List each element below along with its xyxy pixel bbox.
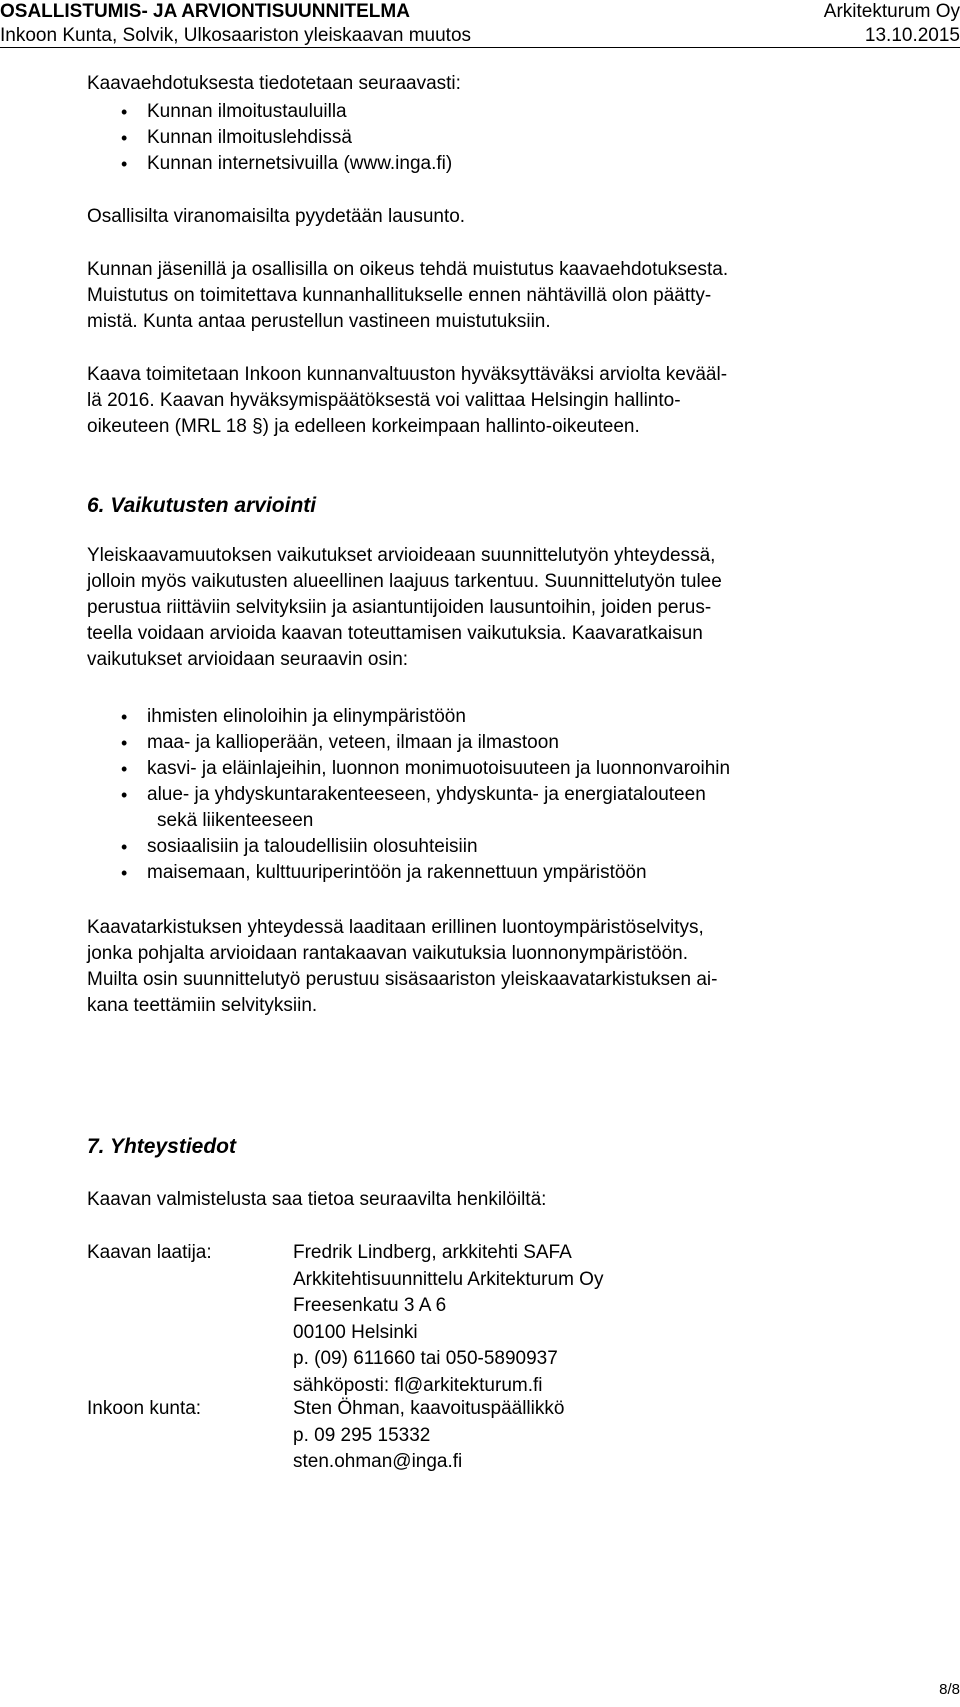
contact-line: Freesenkatu 3 A 6 xyxy=(293,1295,447,1316)
contact-line: Sten Öhman, kaavoituspäällikkö xyxy=(293,1398,565,1419)
list-item: • maa- ja kallioperään, veteen, ilmaan ja ilmastoon xyxy=(87,730,730,756)
list-item: • kasvi- ja eläinlajeihin, luonnon monimuotoisuuteen ja luonnonvaroihin xyxy=(87,756,730,782)
section-6-paragraph-2 xyxy=(87,915,717,1019)
header-row-1 xyxy=(0,0,960,24)
text-line: mistä. Kunta antaa perustellun vastineen muistutuksiin. xyxy=(87,311,551,332)
text-line: oikeuteen (MRL 18 §) ja edelleen korkeimpaan hallinto-oikeuteen. xyxy=(87,416,640,437)
text-line: kana teettämiin selvityksiin. xyxy=(87,995,318,1016)
contact-1-label: Kaavan laatija: xyxy=(87,1242,212,1263)
contact-line: sähköposti: fl@arkitekturum.fi xyxy=(293,1374,543,1396)
list-item: • Kunnan ilmoitustauluilla xyxy=(87,99,452,125)
page-number: 8/8 xyxy=(939,1681,960,1698)
header-row-2 xyxy=(0,24,960,48)
document-title: OSALLISTUMIS- JA ARVIONTISUUNNITELMA xyxy=(0,1,410,22)
contact-line: 00100 Helsinki xyxy=(293,1321,418,1343)
company-name: Arkitekturum Oy xyxy=(823,1,960,22)
list-item: • maisemaan, kulttuuriperintöön ja rakennettuun ympäristöön xyxy=(87,860,730,886)
text-line: jolloin myös vaikutusten alueellinen laajuus tarkentuu. Suunnittelutyön tulee xyxy=(87,571,722,592)
section-7-heading: 7. Yhteystiedot xyxy=(87,1135,236,1158)
contact-1-details xyxy=(293,1240,603,1399)
project-name: Inkoon Kunta, Solvik, Ulkosaariston yleiskaavan muutos xyxy=(0,25,472,46)
list-item: • sosiaalisiin ja taloudellisiin olosuhteisiin xyxy=(87,834,730,860)
document-date: 13.10.2015 xyxy=(864,25,960,46)
notify-intro: Kaavaehdotuksesta tiedotetaan seuraavasti: xyxy=(87,73,461,94)
contact-line: sten.ohman@inga.fi xyxy=(293,1451,463,1472)
list-item: • Kunnan ilmoituslehdissä xyxy=(87,125,452,151)
header-divider xyxy=(0,47,960,48)
list-item-continuation: sekä liikenteeseen xyxy=(157,810,314,831)
text-line: Muistutus on toimitettava kunnanhallitukselle ennen nähtävillä olon päätty- xyxy=(87,285,712,306)
text-line: teella voidaan arvioida kaavan toteuttamisen vaikutuksia. Kaavaratkaisun xyxy=(87,623,703,644)
impact-list xyxy=(87,704,730,886)
section-6-paragraph xyxy=(87,543,722,673)
contact-line: p. (09) 611660 tai 050-5890937 xyxy=(293,1348,558,1369)
text-line: Yleiskaavamuutoksen vaikutukset arvioideaan suunnittelutyön yhteydessä, xyxy=(87,545,716,566)
list-item: • Kunnan internetsivuilla (www.inga.fi) xyxy=(87,151,452,177)
contact-2-label: Inkoon kunta: xyxy=(87,1398,202,1419)
text-line: jonka pohjalta arvioidaan rantakaavan vaikutuksia luonnonympäristöön. xyxy=(87,943,688,964)
objection-paragraph xyxy=(87,257,728,335)
list-item-text: alue- ja yhdyskuntarakenteeseen, yhdyskunta- ja energiatalouteen xyxy=(147,784,706,805)
authorities-paragraph: Osallisilta viranomaisilta pyydetään lausunto. xyxy=(87,206,466,227)
contact-2-details xyxy=(293,1396,564,1476)
notify-list xyxy=(87,99,452,177)
text-line: Muilta osin suunnittelutyö perustuu sisäsaariston yleiskaavatarkistuksen ai- xyxy=(87,969,718,990)
text-line: Kunnan jäsenillä ja osallisilla on oikeus tehdä muistutus kaavaehdotuksesta. xyxy=(87,259,729,280)
section-6-heading: 6. Vaikutusten arviointi xyxy=(87,494,317,517)
list-item xyxy=(87,782,730,834)
approval-paragraph xyxy=(87,362,727,440)
text-line: Kaavatarkistuksen yhteydessä laaditaan erillinen luontoympäristöselvitys, xyxy=(87,917,704,938)
text-line: perustua riittäviin selvityksiin ja asiantuntijoiden lausuntoihin, joiden perus- xyxy=(87,597,712,618)
text-line: Kaava toimitetaan Inkoon kunnanvaltuuston hyväksyttäväksi arviolta kevääl- xyxy=(87,364,728,385)
text-line: vaikutukset arvioidaan seuraavin osin: xyxy=(87,649,409,670)
list-item: • ihmisten elinoloihin ja elinympäristöön xyxy=(87,704,730,730)
text-line: lä 2016. Kaavan hyväksymispäätöksestä voi valittaa Helsingin hallinto- xyxy=(87,390,681,411)
contact-line: Fredrik Lindberg, arkkitehti SAFA xyxy=(293,1242,572,1263)
contact-line: p. 09 295 15332 xyxy=(293,1424,431,1446)
contact-line: Arkkitehtisuunnittelu Arkitekturum Oy xyxy=(293,1268,604,1290)
section-7-intro: Kaavan valmistelusta saa tietoa seuraavilta henkilöiltä: xyxy=(87,1189,547,1210)
